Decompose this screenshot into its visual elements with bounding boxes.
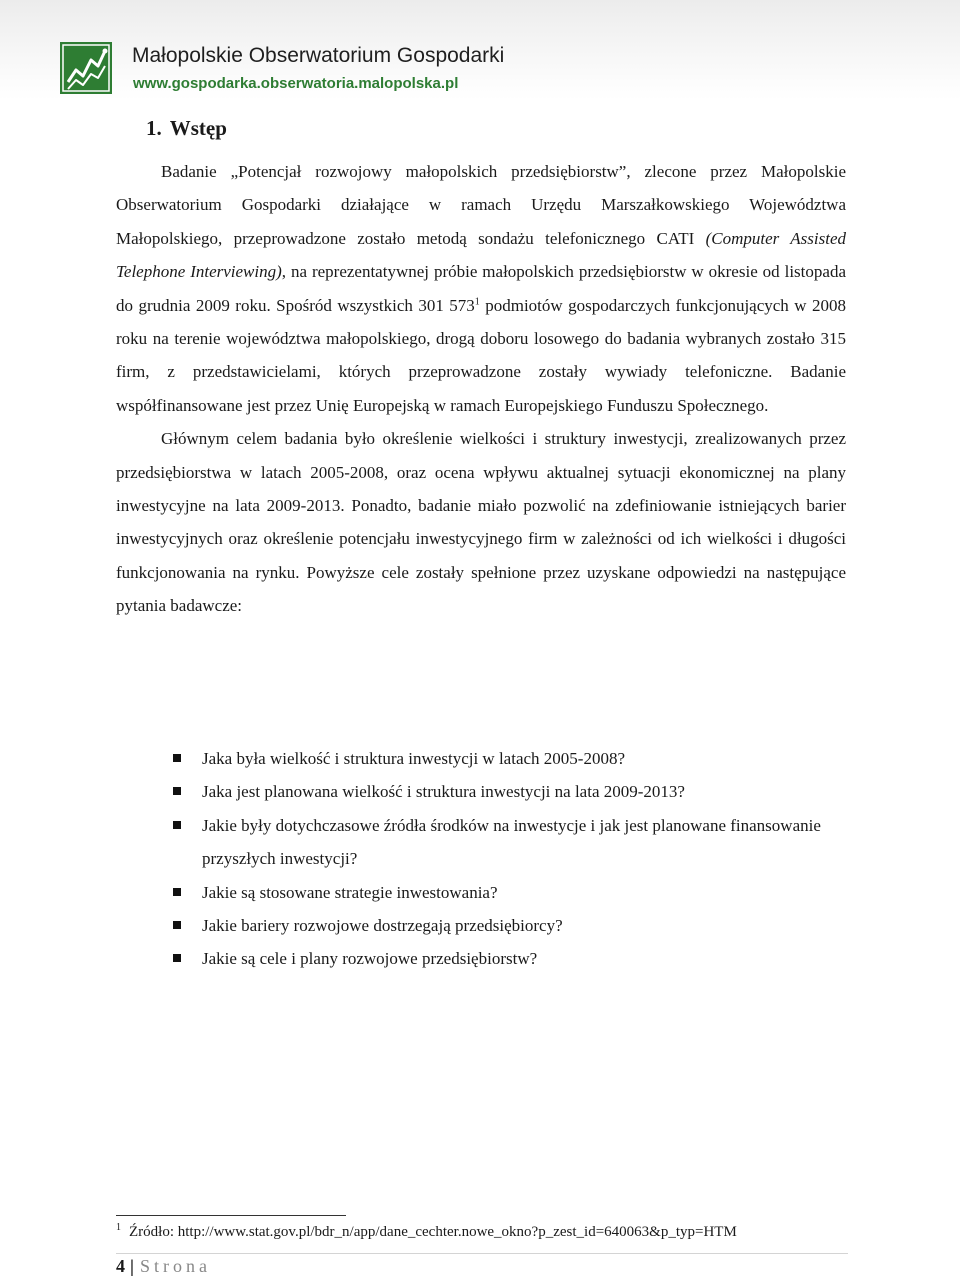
research-questions-list [170, 742, 850, 976]
list-item [170, 942, 850, 975]
list-item-text: Jaka była wielkość i struktura inwestycji w latach 2005-2008? [202, 749, 625, 768]
paragraph-intro-part3: podmiotów gospodarczych funkcjonujących w 2008 roku na terenie województwa małopolskiego, drogą doboru losowego do badania wybranych zostało 315 firm, z przedstawicielami, których przeprowadzone zostały wywiady telefoniczne. Badanie współfinansowane jest przez Unię Europejską w ramach Europejskiego Funduszu Społecznego. [116, 295, 846, 415]
cati-definition: (Computer Assisted Telephone Interviewing) [116, 228, 846, 282]
list-item [170, 809, 850, 876]
square-bullet-icon [173, 821, 181, 829]
section-number: 1. [146, 116, 162, 140]
page-label: Strona [139, 1256, 211, 1276]
paragraph-intro-part1: Badanie „Potencjał rozwojowy małopolskich przedsiębiorstw”, zlecone przez Małopolskie Obserwatorium Gospodarki działające w ramach Urzędu Marszałkowskiego Województwa Małopolskiego, przeprowadzone zostało metodą sondażu telefonicznego CATI [116, 162, 846, 248]
square-bullet-icon [173, 954, 181, 962]
chart-growth-logo-icon [60, 42, 112, 94]
section-heading [146, 116, 227, 141]
footer-divider [116, 1253, 848, 1254]
list-item [170, 775, 850, 808]
organization-url[interactable]: www.gospodarka.obserwatoria.malopolska.pl [133, 75, 459, 92]
section-title: Wstęp [169, 116, 227, 140]
footnote-text[interactable]: Źródło: http://www.stat.gov.pl/bdr_n/app/dane_cechter.nowe_okno?p_zest_id=640063&p_typ=HTM [129, 1224, 737, 1240]
list-item-text: Jakie bariery rozwojowe dostrzegają przedsiębiorcy? [202, 916, 563, 936]
footnote [116, 1222, 737, 1241]
list-item-text: Jakie są cele i plany rozwojowe przedsiębiorstw? [202, 949, 538, 969]
square-bullet-icon [173, 787, 181, 795]
square-bullet-icon [173, 921, 181, 929]
square-bullet-icon [173, 888, 181, 896]
body-text [116, 155, 846, 623]
list-item [170, 742, 850, 775]
list-item-text: Jaka jest planowana wielkość i struktura inwestycji na lata 2009-2013? [202, 782, 685, 802]
footnote-divider [116, 1215, 346, 1216]
paragraph-goals: Głównym celem badania było określenie wielkości i struktury inwestycji, zrealizowanych przez przedsiębiorstwa w latach 2005-2008, oraz ocena wpływu aktualnej sytuacji ekonomicznej na plany inwestycyjne na lata 2009-2013. Ponadto, badanie miało pozwolić na zdefiniowanie istniejących barier inwestycyjnych oraz określenie potencjału inwestycyjnego firm w zależności od ich wielkości i długości funkcjonowania na rynku. Powyższe cele zostały spełnione przez uzyskane odpowiedzi na następujące pytania badawcze: [116, 429, 846, 616]
organization-name: Małopolskie Obserwatorium Gospodarki [132, 44, 505, 67]
page-number: 4 [116, 1256, 125, 1276]
square-bullet-icon [173, 754, 181, 762]
paragraph-intro [116, 155, 846, 422]
list-item [170, 876, 850, 909]
paragraph-intro-part2: , na reprezentatywnej próbie małopolskich przedsiębiorstw w okresie od listopada do grudnia 2009 roku. Spośród wszystkich 301 573 [116, 262, 846, 315]
footnote-marker: 1 [116, 1222, 121, 1233]
list-item-text: Jakie są stosowane strategie inwestowania? [202, 882, 498, 902]
page-separator: | [130, 1256, 134, 1276]
list-item [170, 909, 850, 942]
footnote-reference[interactable]: 1 [474, 295, 480, 307]
list-item-text: Jakie były dotychczasowe źródła środków na inwestycje i jak jest planowane finansowanie przyszłych inwestycji? [202, 815, 821, 869]
page-footer [116, 1256, 211, 1277]
